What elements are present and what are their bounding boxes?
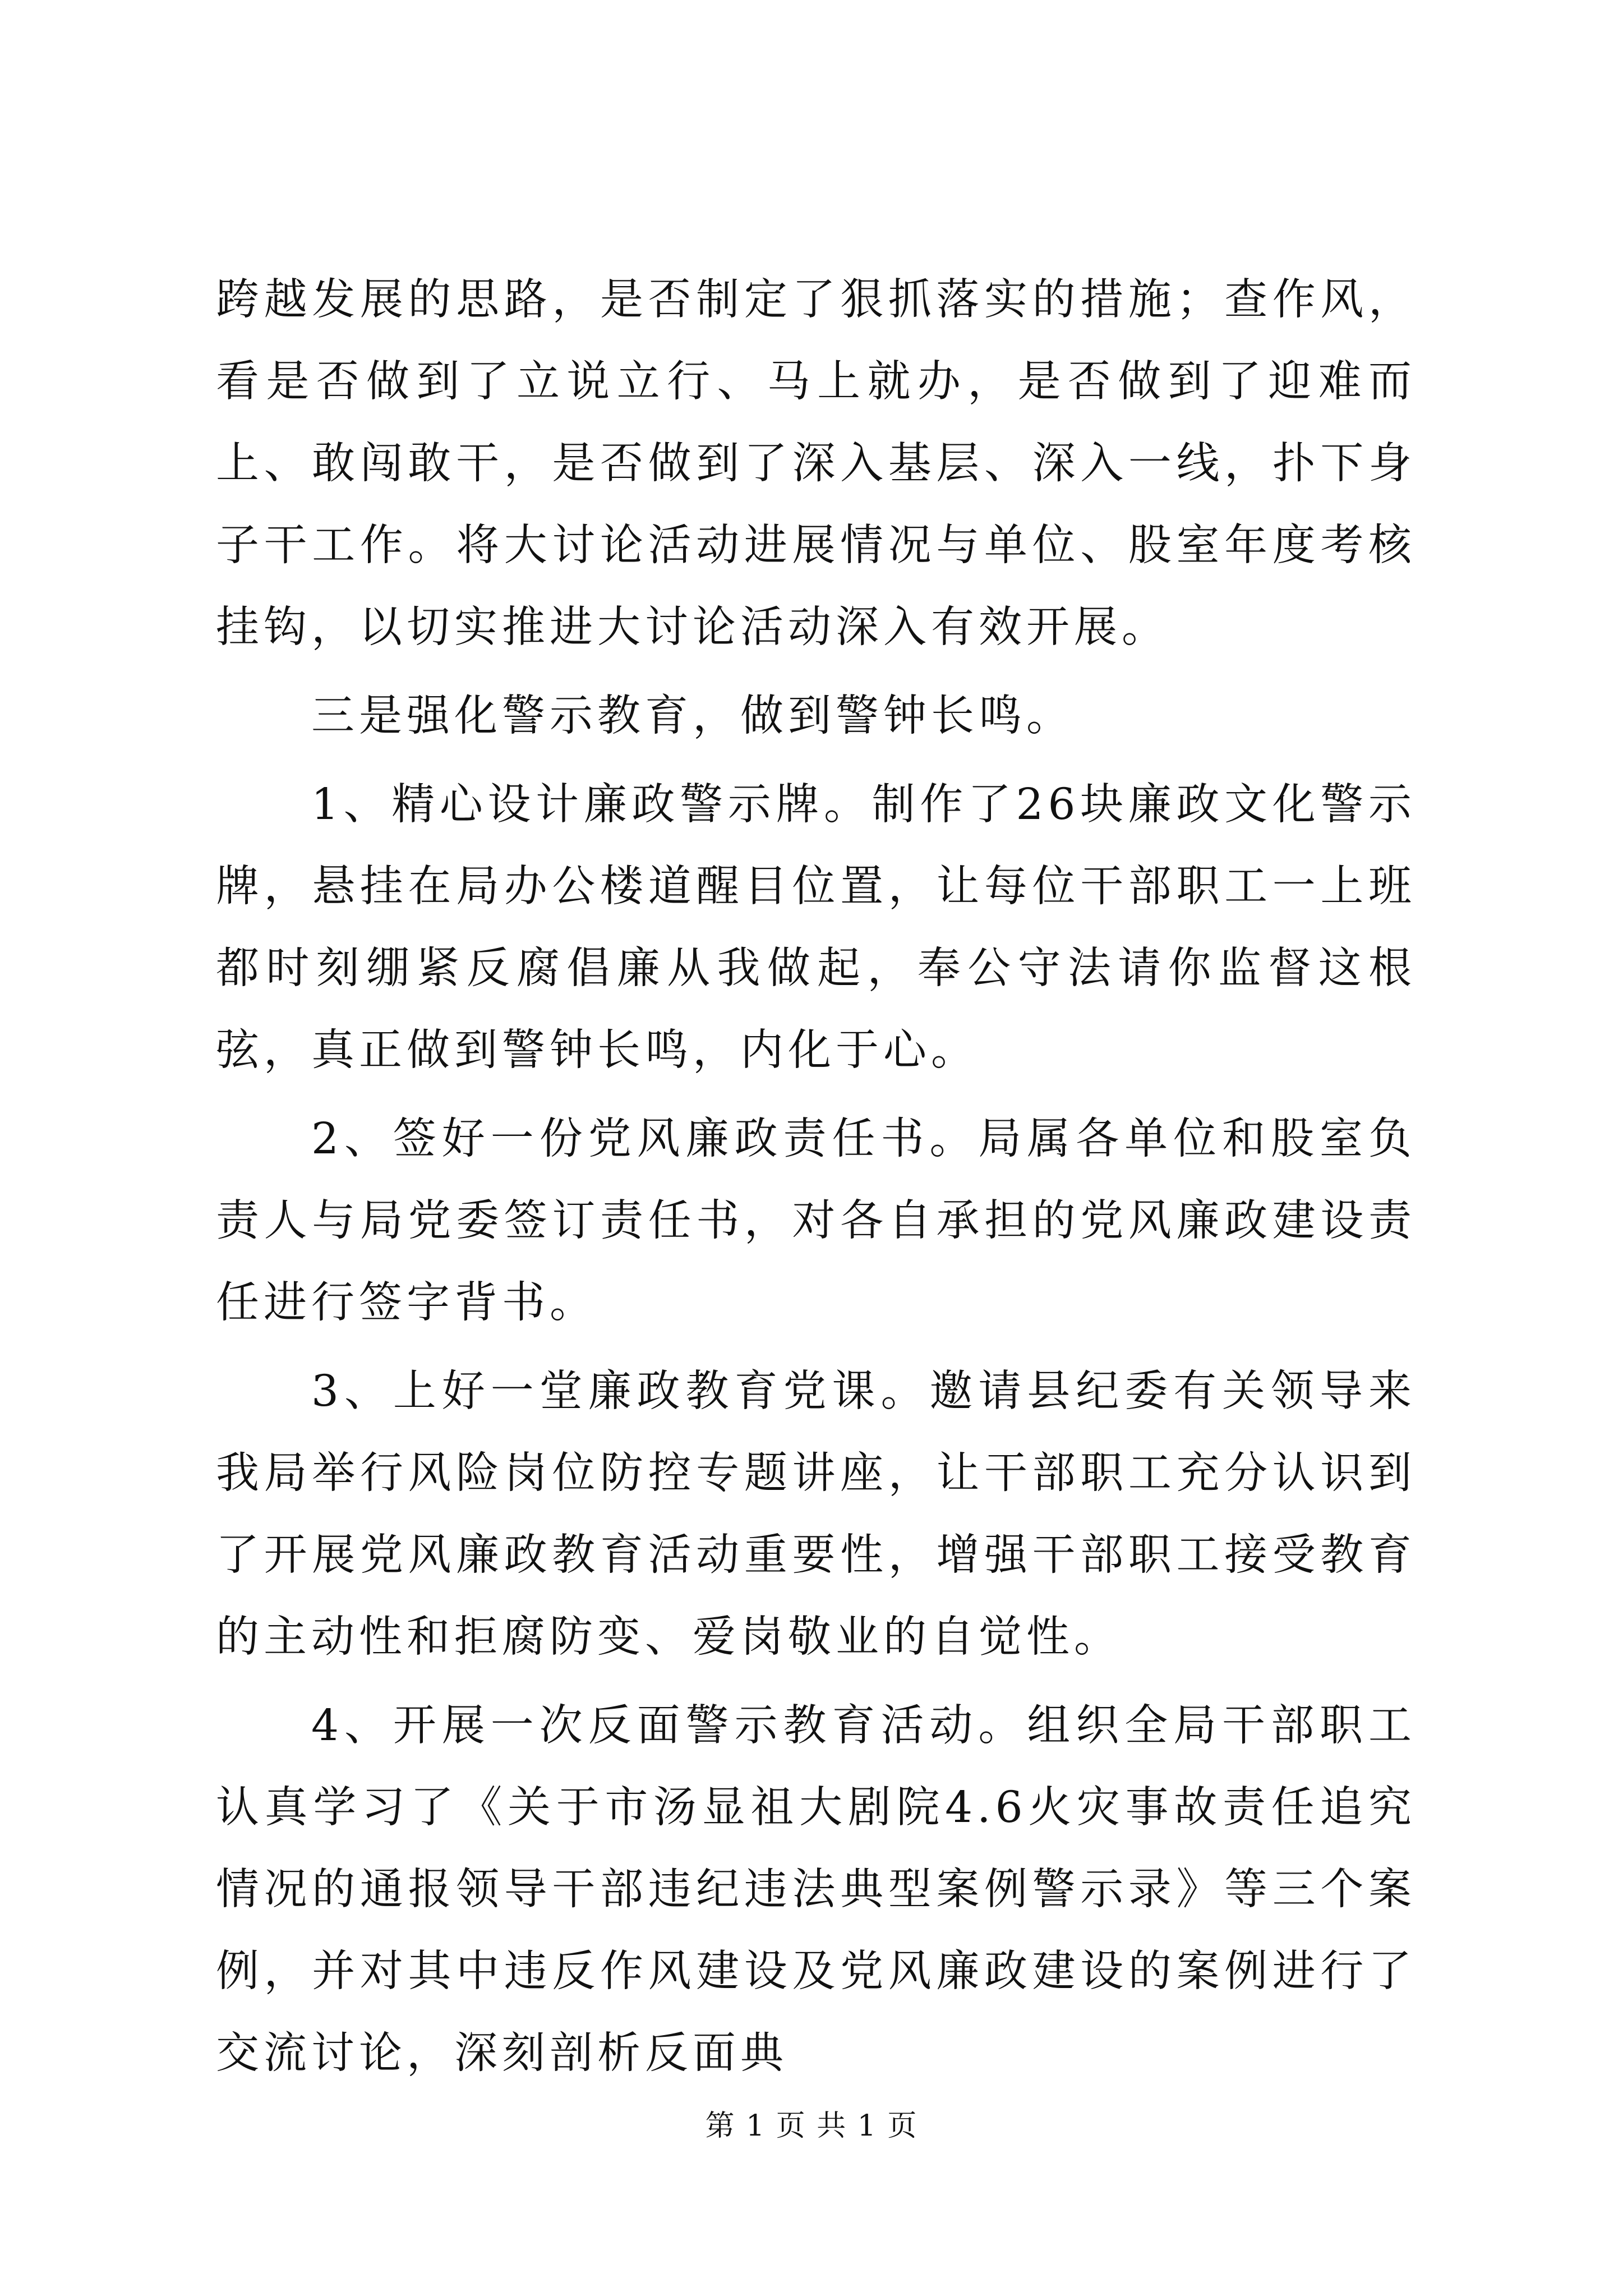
document-body bbox=[216, 259, 1416, 2095]
paragraph-6: 4、开展一次反面警示教育活动。组织全局干部职工认真学习了《关于市汤显祖大剧院4.6火灾事故责任追究情况的通报领导干部违纪违法典型案例警示录》等三个案例，并对其中违反作风建设及党风廉政建设的案例进行了交流讨论，深刻剖析反面典 bbox=[216, 1701, 1416, 2078]
paragraph-1: 跨越发展的思路，是否制定了狠抓落实的措施；查作风，看是否做到了立说立行、马上就办，是否做到了迎难而上、敢闯敢干，是否做到了深入基层、深入一线，扑下身子干工作。将大讨论活动进展情况与单位、股室年度考核挂钩，以切实推进大讨论活动深入有效开展。 bbox=[216, 275, 1416, 652]
paragraph-2: 三是强化警示教育，做到警钟长鸣。 bbox=[311, 691, 1074, 741]
paragraph-3: 1、精心设计廉政警示牌。制作了26块廉政文化警示牌，悬挂在局办公楼道醒目位置，让每位干部职工一上班都时刻绷紧反腐倡廉从我做起，奉公守法请你监督这根弦，真正做到警钟长鸣，内化于心。 bbox=[216, 780, 1416, 1075]
paragraph-4: 2、签好一份党风廉政责任书。局属各单位和股室负责人与局党委签订责任书，对各自承担的党风廉政建设责任进行签字背书。 bbox=[216, 1114, 1416, 1328]
page-number-footer: 第 1 页 共 1 页 bbox=[705, 2109, 918, 2143]
paragraph-5: 3、上好一堂廉政教育党课。邀请县纪委有关领导来我局举行风险岗位防控专题讲座，让干部职工充分认识到了开展党风廉政教育活动重要性，增强干部职工接受教育的主动性和拒腐防变、爱岗敬业的自觉性。 bbox=[216, 1366, 1416, 1662]
